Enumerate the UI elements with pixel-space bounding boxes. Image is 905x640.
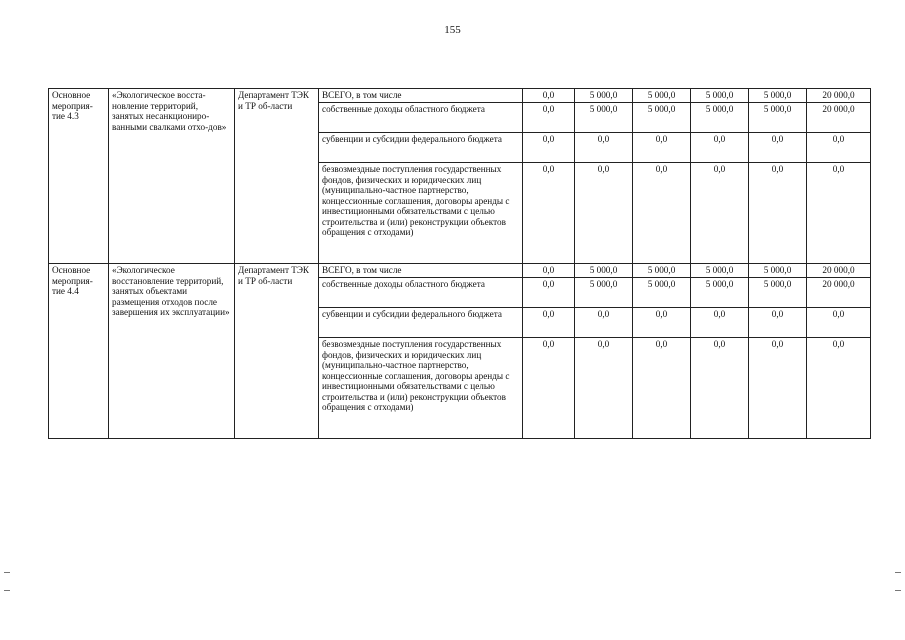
measure-code: Основное мероприя-тие 4.3 [49, 89, 109, 264]
measure-4-3 [49, 89, 871, 264]
value-cell: 5 000,0 [633, 103, 691, 133]
value-cell: 5 000,0 [749, 89, 807, 103]
measure-4-4 [49, 264, 871, 439]
value-cell: 0,0 [749, 338, 807, 439]
total-cell: 20 000,0 [807, 89, 871, 103]
value-cell: 5 000,0 [749, 264, 807, 278]
measure-name: «Экологическое восста-новление территорий, занятых несанкциониро-ванными свалками отхо-дов» [109, 89, 235, 264]
value-cell: 5 000,0 [749, 278, 807, 308]
value-cell: 0,0 [523, 103, 575, 133]
total-cell: 20 000,0 [807, 278, 871, 308]
value-cell: 0,0 [633, 308, 691, 338]
value-cell: 0,0 [575, 308, 633, 338]
value-cell: 5 000,0 [691, 278, 749, 308]
measure-executor: Департамент ТЭК и ТР об-ласти [235, 264, 319, 439]
funding-source: собственные доходы областного бюджета [319, 278, 523, 308]
value-cell: 5 000,0 [633, 278, 691, 308]
table-row [49, 89, 871, 103]
value-cell: 0,0 [575, 163, 633, 264]
funding-source: ВСЕГО, в том числе [319, 89, 523, 103]
funding-source: безвозмездные поступления государственных фондов, физических и юридических лиц (муниципально-частное партнерство, концессионные соглашения, договоры аренды с инвестиционными обязательствами с целью строительства и (или) реконструкции объектов обращения с отходами) [319, 338, 523, 439]
value-cell: 5 000,0 [691, 89, 749, 103]
value-cell: 0,0 [691, 338, 749, 439]
funding-source: ВСЕГО, в том числе [319, 264, 523, 278]
value-cell: 5 000,0 [575, 264, 633, 278]
value-cell: 0,0 [749, 308, 807, 338]
value-cell: 0,0 [749, 163, 807, 264]
funding-source: собственные доходы областного бюджета [319, 103, 523, 133]
scan-mark [895, 572, 901, 573]
value-cell: 5 000,0 [633, 264, 691, 278]
scan-mark [4, 590, 10, 591]
value-cell: 0,0 [633, 338, 691, 439]
measure-name: «Экологическое восстановление территорий, занятых объектами размещения отходов после завершения их эксплуатации» [109, 264, 235, 439]
value-cell: 5 000,0 [749, 103, 807, 133]
funding-source: безвозмездные поступления государственных фондов, физических и юридических лиц (муниципально-частное партнерство, концессионные соглашения, договоры аренды с инвестиционными обязательствами с целью строительства и (или) реконструкции объектов обращения с отходами) [319, 163, 523, 264]
total-cell: 0,0 [807, 308, 871, 338]
page-number: 155 [444, 24, 461, 36]
scan-mark [4, 572, 10, 573]
value-cell: 5 000,0 [575, 278, 633, 308]
value-cell: 0,0 [633, 133, 691, 163]
value-cell: 5 000,0 [575, 89, 633, 103]
value-cell: 0,0 [575, 133, 633, 163]
budget-table [48, 88, 871, 439]
value-cell: 0,0 [575, 338, 633, 439]
value-cell: 0,0 [523, 338, 575, 439]
measure-executor: Департамент ТЭК и ТР об-ласти [235, 89, 319, 264]
total-cell: 20 000,0 [807, 264, 871, 278]
value-cell: 0,0 [523, 264, 575, 278]
measure-code: Основное мероприя-тие 4.4 [49, 264, 109, 439]
total-cell: 0,0 [807, 163, 871, 264]
value-cell: 0,0 [691, 308, 749, 338]
value-cell: 0,0 [691, 133, 749, 163]
value-cell: 0,0 [523, 133, 575, 163]
value-cell: 0,0 [523, 163, 575, 264]
value-cell: 0,0 [633, 163, 691, 264]
funding-source: субвенции и субсидии федерального бюджета [319, 308, 523, 338]
funding-source: субвенции и субсидии федерального бюджета [319, 133, 523, 163]
value-cell: 0,0 [523, 89, 575, 103]
scan-mark [895, 590, 901, 591]
value-cell: 0,0 [523, 308, 575, 338]
value-cell: 0,0 [691, 163, 749, 264]
value-cell: 5 000,0 [691, 103, 749, 133]
total-cell: 0,0 [807, 133, 871, 163]
value-cell: 5 000,0 [575, 103, 633, 133]
value-cell: 0,0 [523, 278, 575, 308]
value-cell: 0,0 [749, 133, 807, 163]
value-cell: 5 000,0 [691, 264, 749, 278]
value-cell: 5 000,0 [633, 89, 691, 103]
table-row [49, 264, 871, 278]
total-cell: 20 000,0 [807, 103, 871, 133]
total-cell: 0,0 [807, 338, 871, 439]
